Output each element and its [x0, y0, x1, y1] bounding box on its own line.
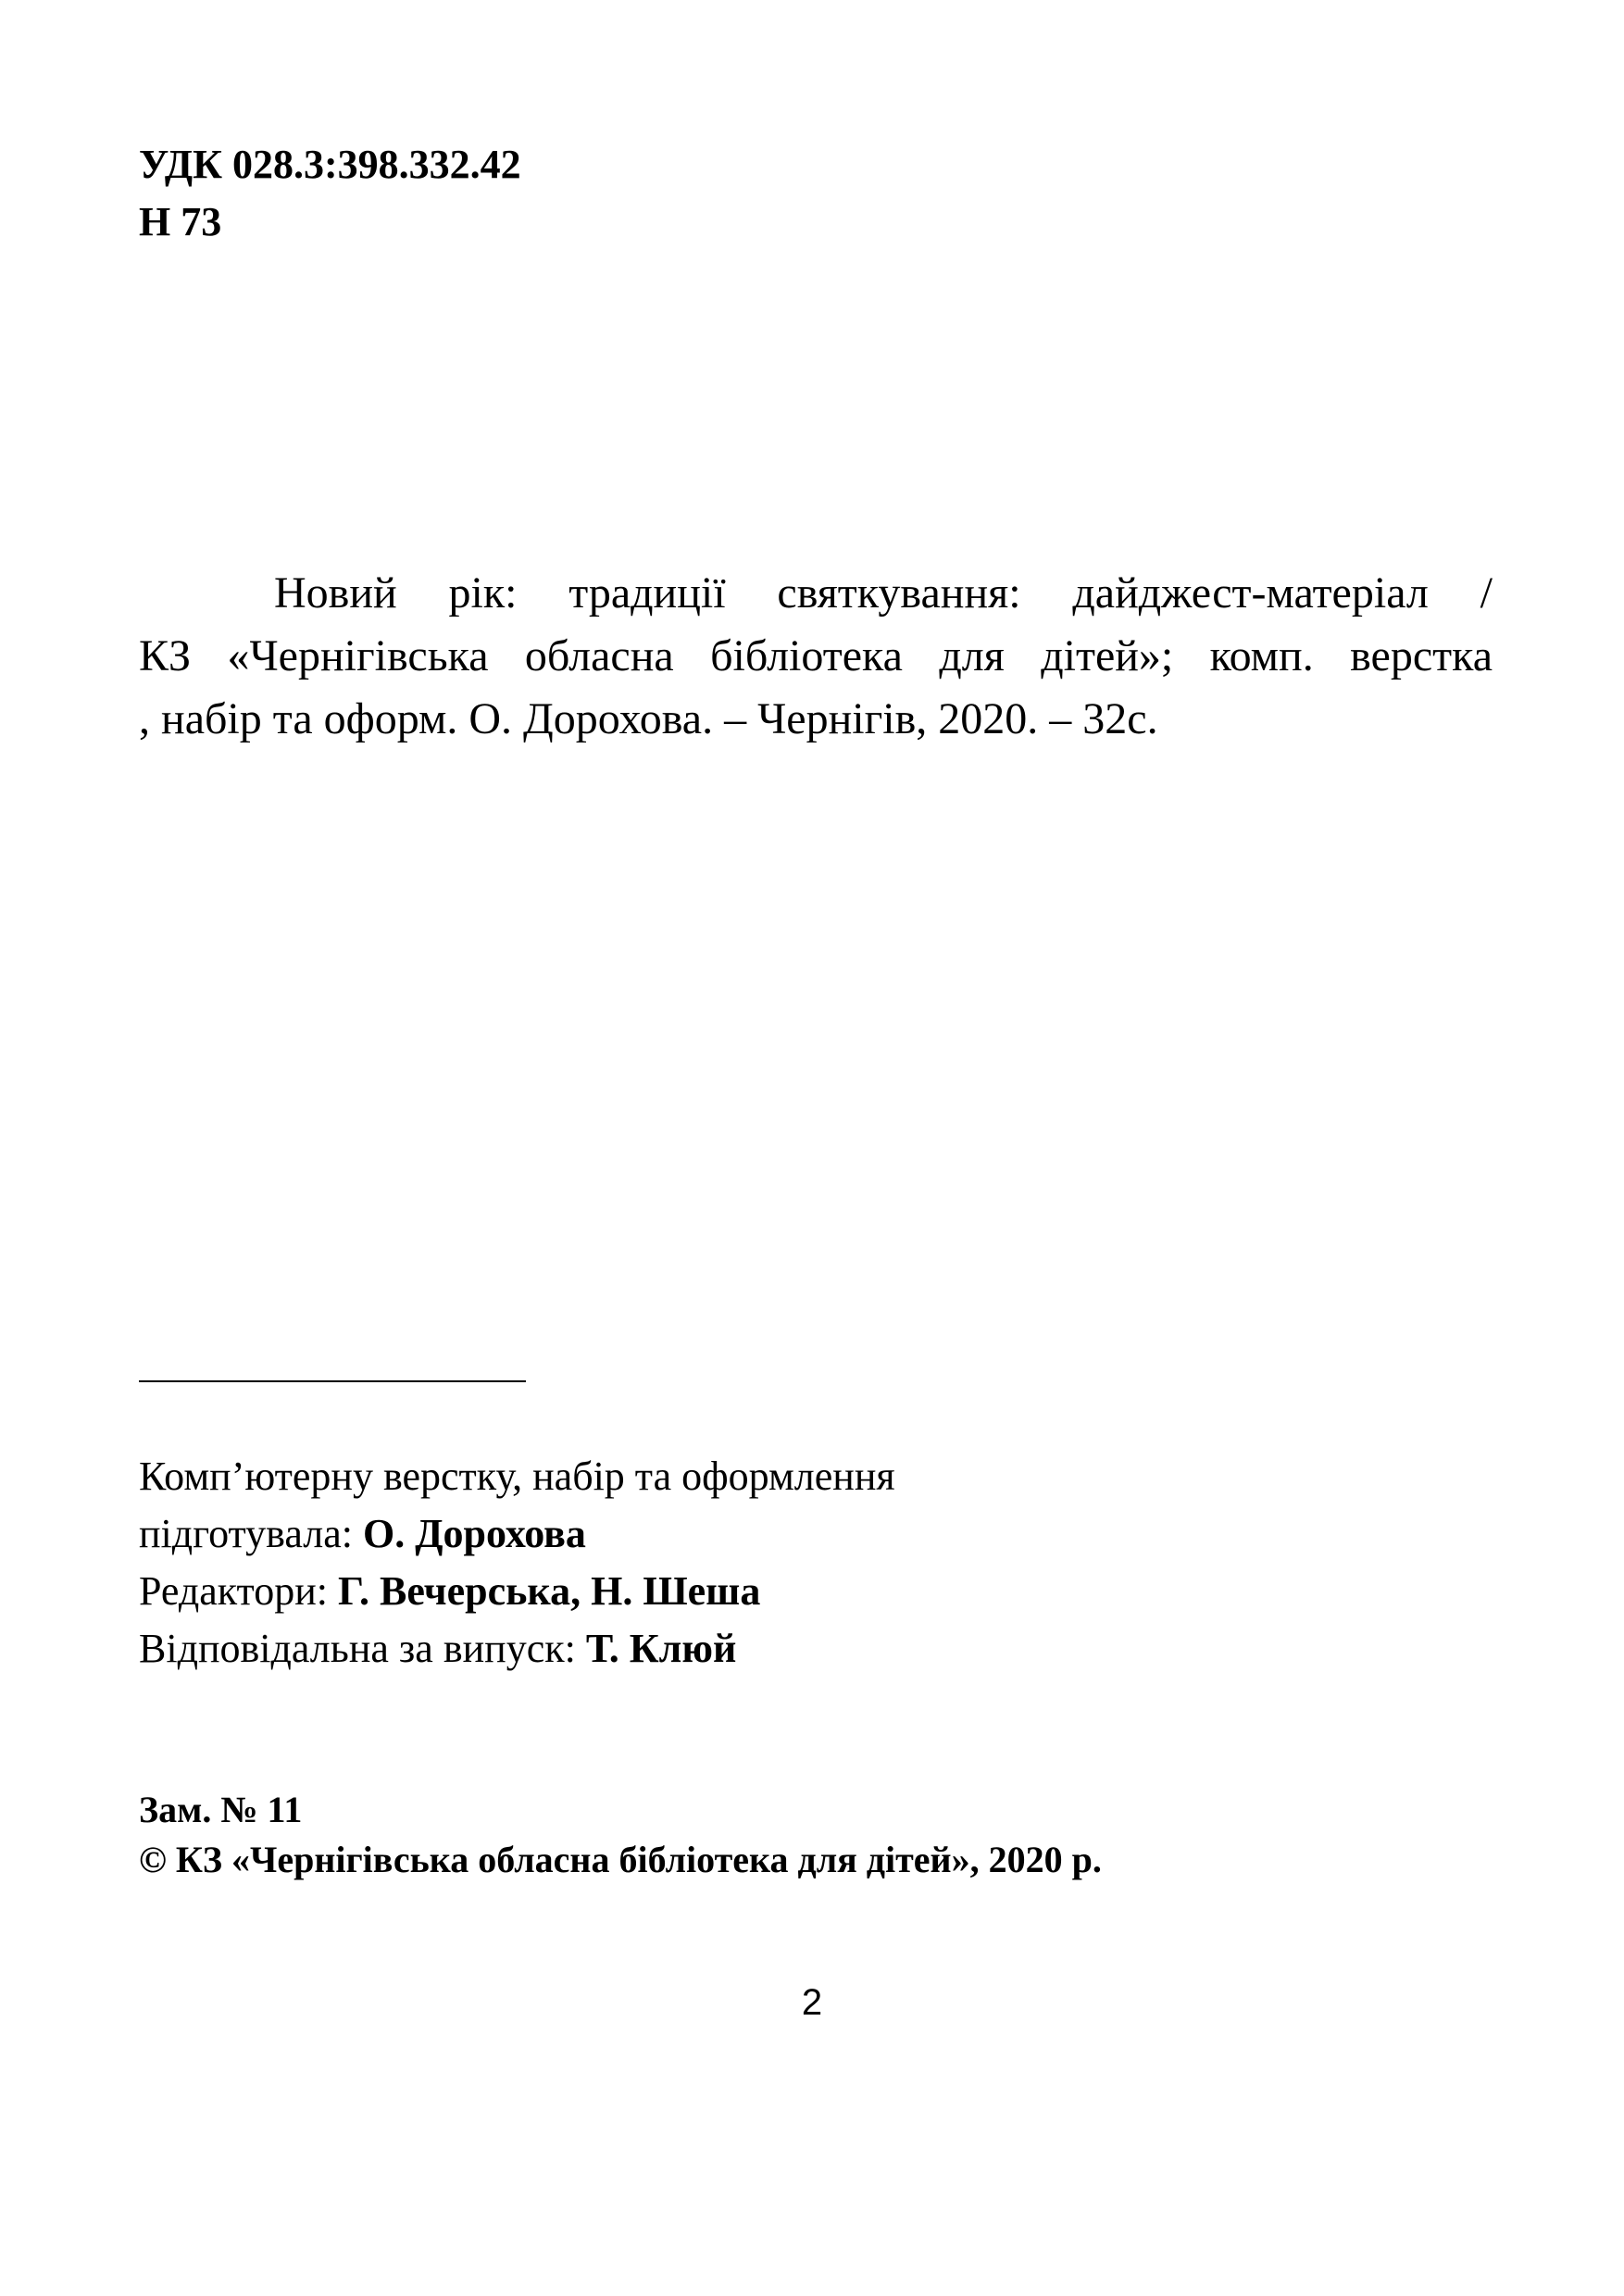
page-number: 2 [801, 1982, 823, 2023]
copyright-line: © КЗ «Чернігівська обласна бібліотека для дітей», 2020 р. [139, 1839, 1102, 1880]
responsible-label: Відповідальна за випуск: [139, 1626, 586, 1671]
biblio-line-2: КЗ «Чернігівська обласна бібліотека для дітей»; комп. верстка [139, 631, 1493, 680]
order-number: Зам. № 11 [139, 1789, 303, 1830]
author-index: Н 73 [139, 199, 222, 244]
editors-label: Редактори: [139, 1568, 338, 1614]
responsible-name: Т. Клюй [585, 1626, 737, 1671]
credits-line-prepared [139, 1505, 895, 1563]
biblio-line-1: Новий рік: традиції святкування: дайджест-матеріал / [274, 568, 1493, 618]
credits-line-editors [139, 1563, 895, 1620]
udk-block [139, 136, 521, 251]
credits-block [139, 1448, 895, 1678]
prepared-label: підготувала: [139, 1511, 363, 1556]
imprint-block [139, 1785, 1102, 1885]
credits-line-layout: Комп’ютерну верстку, набір та оформлення [139, 1454, 895, 1499]
bibliographic-description [139, 562, 1493, 751]
udk-code: УДК 028.3:398.332.42 [139, 142, 521, 187]
footnote-divider [139, 1380, 526, 1382]
credits-line-responsible [139, 1620, 895, 1678]
editors-names: Г. Вечерська, Н. Шеша [337, 1568, 761, 1614]
prepared-name: О. Дорохова [363, 1511, 586, 1556]
biblio-line-3: , набір та оформ. О. Дорохова. – Чернігів, 2020. – 32с. [139, 694, 1158, 743]
